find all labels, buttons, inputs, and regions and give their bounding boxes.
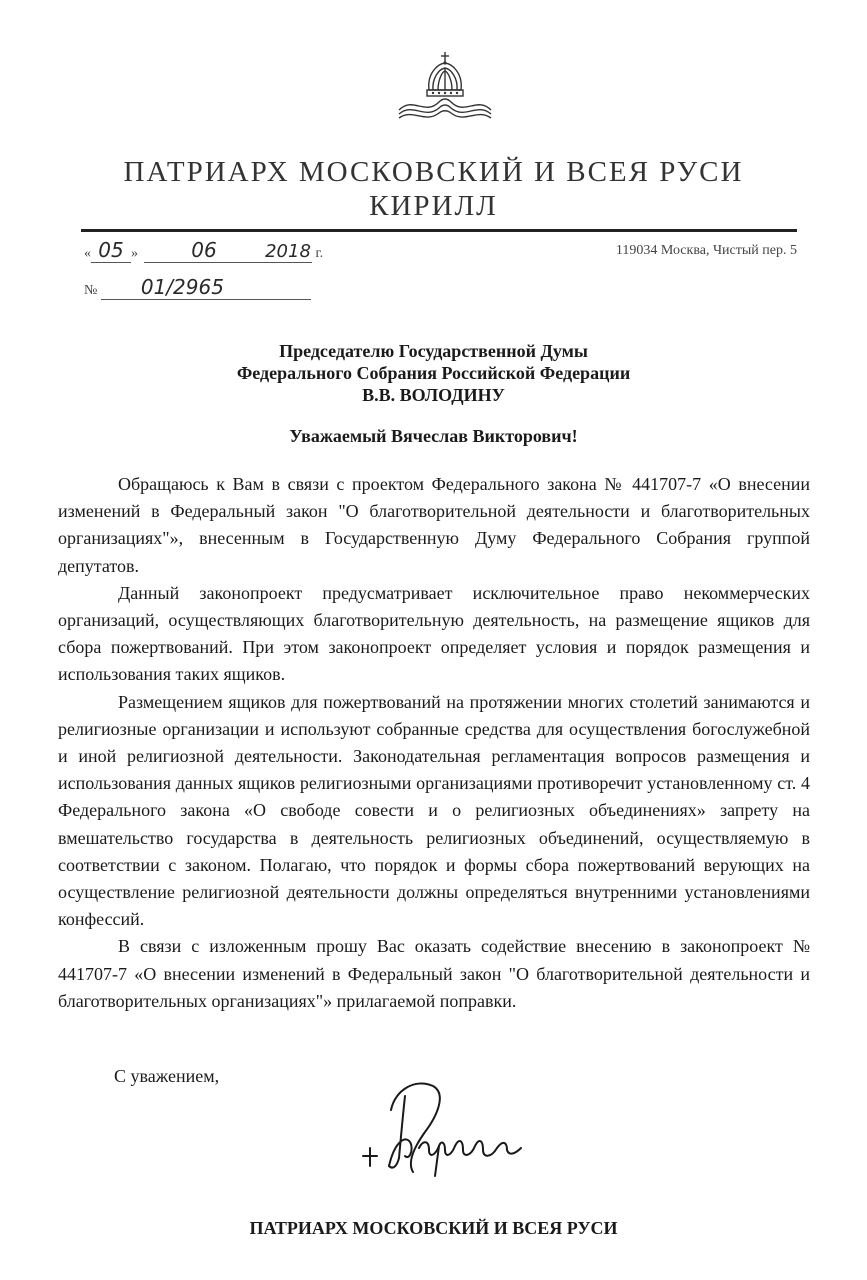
addressee-name: В.В. ВОЛОДИНУ: [362, 385, 505, 405]
signatory-title: ПАТРИАРХ МОСКОВСКИЙ И ВСЕЯ РУСИ: [249, 1218, 618, 1238]
number-value: 01/2965: [101, 275, 311, 300]
number-label: №: [84, 283, 98, 298]
addressee-line: Федерального Собрания Российской Федерации: [236, 363, 631, 383]
letter-body: [58, 471, 810, 1015]
salutation: Уважаемый Вячеслав Викторович!: [289, 426, 578, 446]
body-paragraph: Данный законопроект предусматривает исключительное право некоммерческих организаций, осуществляющих благотворительную деятельность, на размещение ящиков для сбора пожертвований. При этом законопроект определяет условия и порядок размещения и использования таких ящиков.: [58, 582, 810, 685]
handwritten-signature: [355, 1070, 535, 1180]
body-paragraph: Обращаюсь к Вам в связи с проектом Федерального закона № 441707-7 «О внесении изменений в Федеральный закон "О благотворительной деятельности и благотворительных организациях"», внесенным в Государственную Думу Федерального Собрания группой депутатов.: [58, 474, 810, 576]
body-paragraph: В связи с изложенным прошу Вас оказать содействие внесению в законопроект № 441707-7 «О внесении изменений в Федеральный закон "О благотворительной деятельности и благотворительных организациях"» прилагаемой поправки.: [58, 936, 810, 1011]
closing-phrase: С уважением,: [114, 1066, 220, 1086]
letter-date: [84, 238, 323, 263]
addressee-line: Председателю Государственной Думы: [279, 341, 588, 361]
body-paragraph: Размещением ящиков для пожертвований на протяжении многих столетий занимаются и религиозные организации и используют собранные средства для осуществления богослужебной и иной религиозной деятельности. Законодательная регламентация вопросов размещения и использования данных ящиков религиозными организациями противоречит установленному ст. 4 Федерального закона «О свободе совести и о религиозных объединениях» запрету на вмешательство государства в деятельность религиозных объединений, осуществляемую в соответствии с законом. Полагаю, что порядок и формы сбора пожертвований верующих на осуществление религиозной деятельности должны определяться внутренними установлениями конфессий.: [58, 691, 810, 930]
date-open-quote: «: [84, 246, 91, 261]
letterhead-divider: [81, 229, 797, 232]
date-day: 05: [91, 238, 131, 263]
date-close-quote: »: [131, 246, 138, 261]
date-year: 2018: [265, 241, 311, 262]
date-year-suffix: г.: [315, 246, 324, 261]
outgoing-number: [84, 275, 311, 300]
letterhead-title: ПАТРИАРХ МОСКОВСКИЙ И ВСЕЯ РУСИ: [123, 156, 744, 188]
letterhead-name: КИРИЛЛ: [369, 190, 498, 222]
addressee-block: [0, 340, 867, 406]
crown-emblem-icon: [395, 50, 495, 130]
date-month: 06: [144, 238, 264, 263]
sender-address: 119034 Москва, Чистый пер. 5: [615, 243, 797, 258]
